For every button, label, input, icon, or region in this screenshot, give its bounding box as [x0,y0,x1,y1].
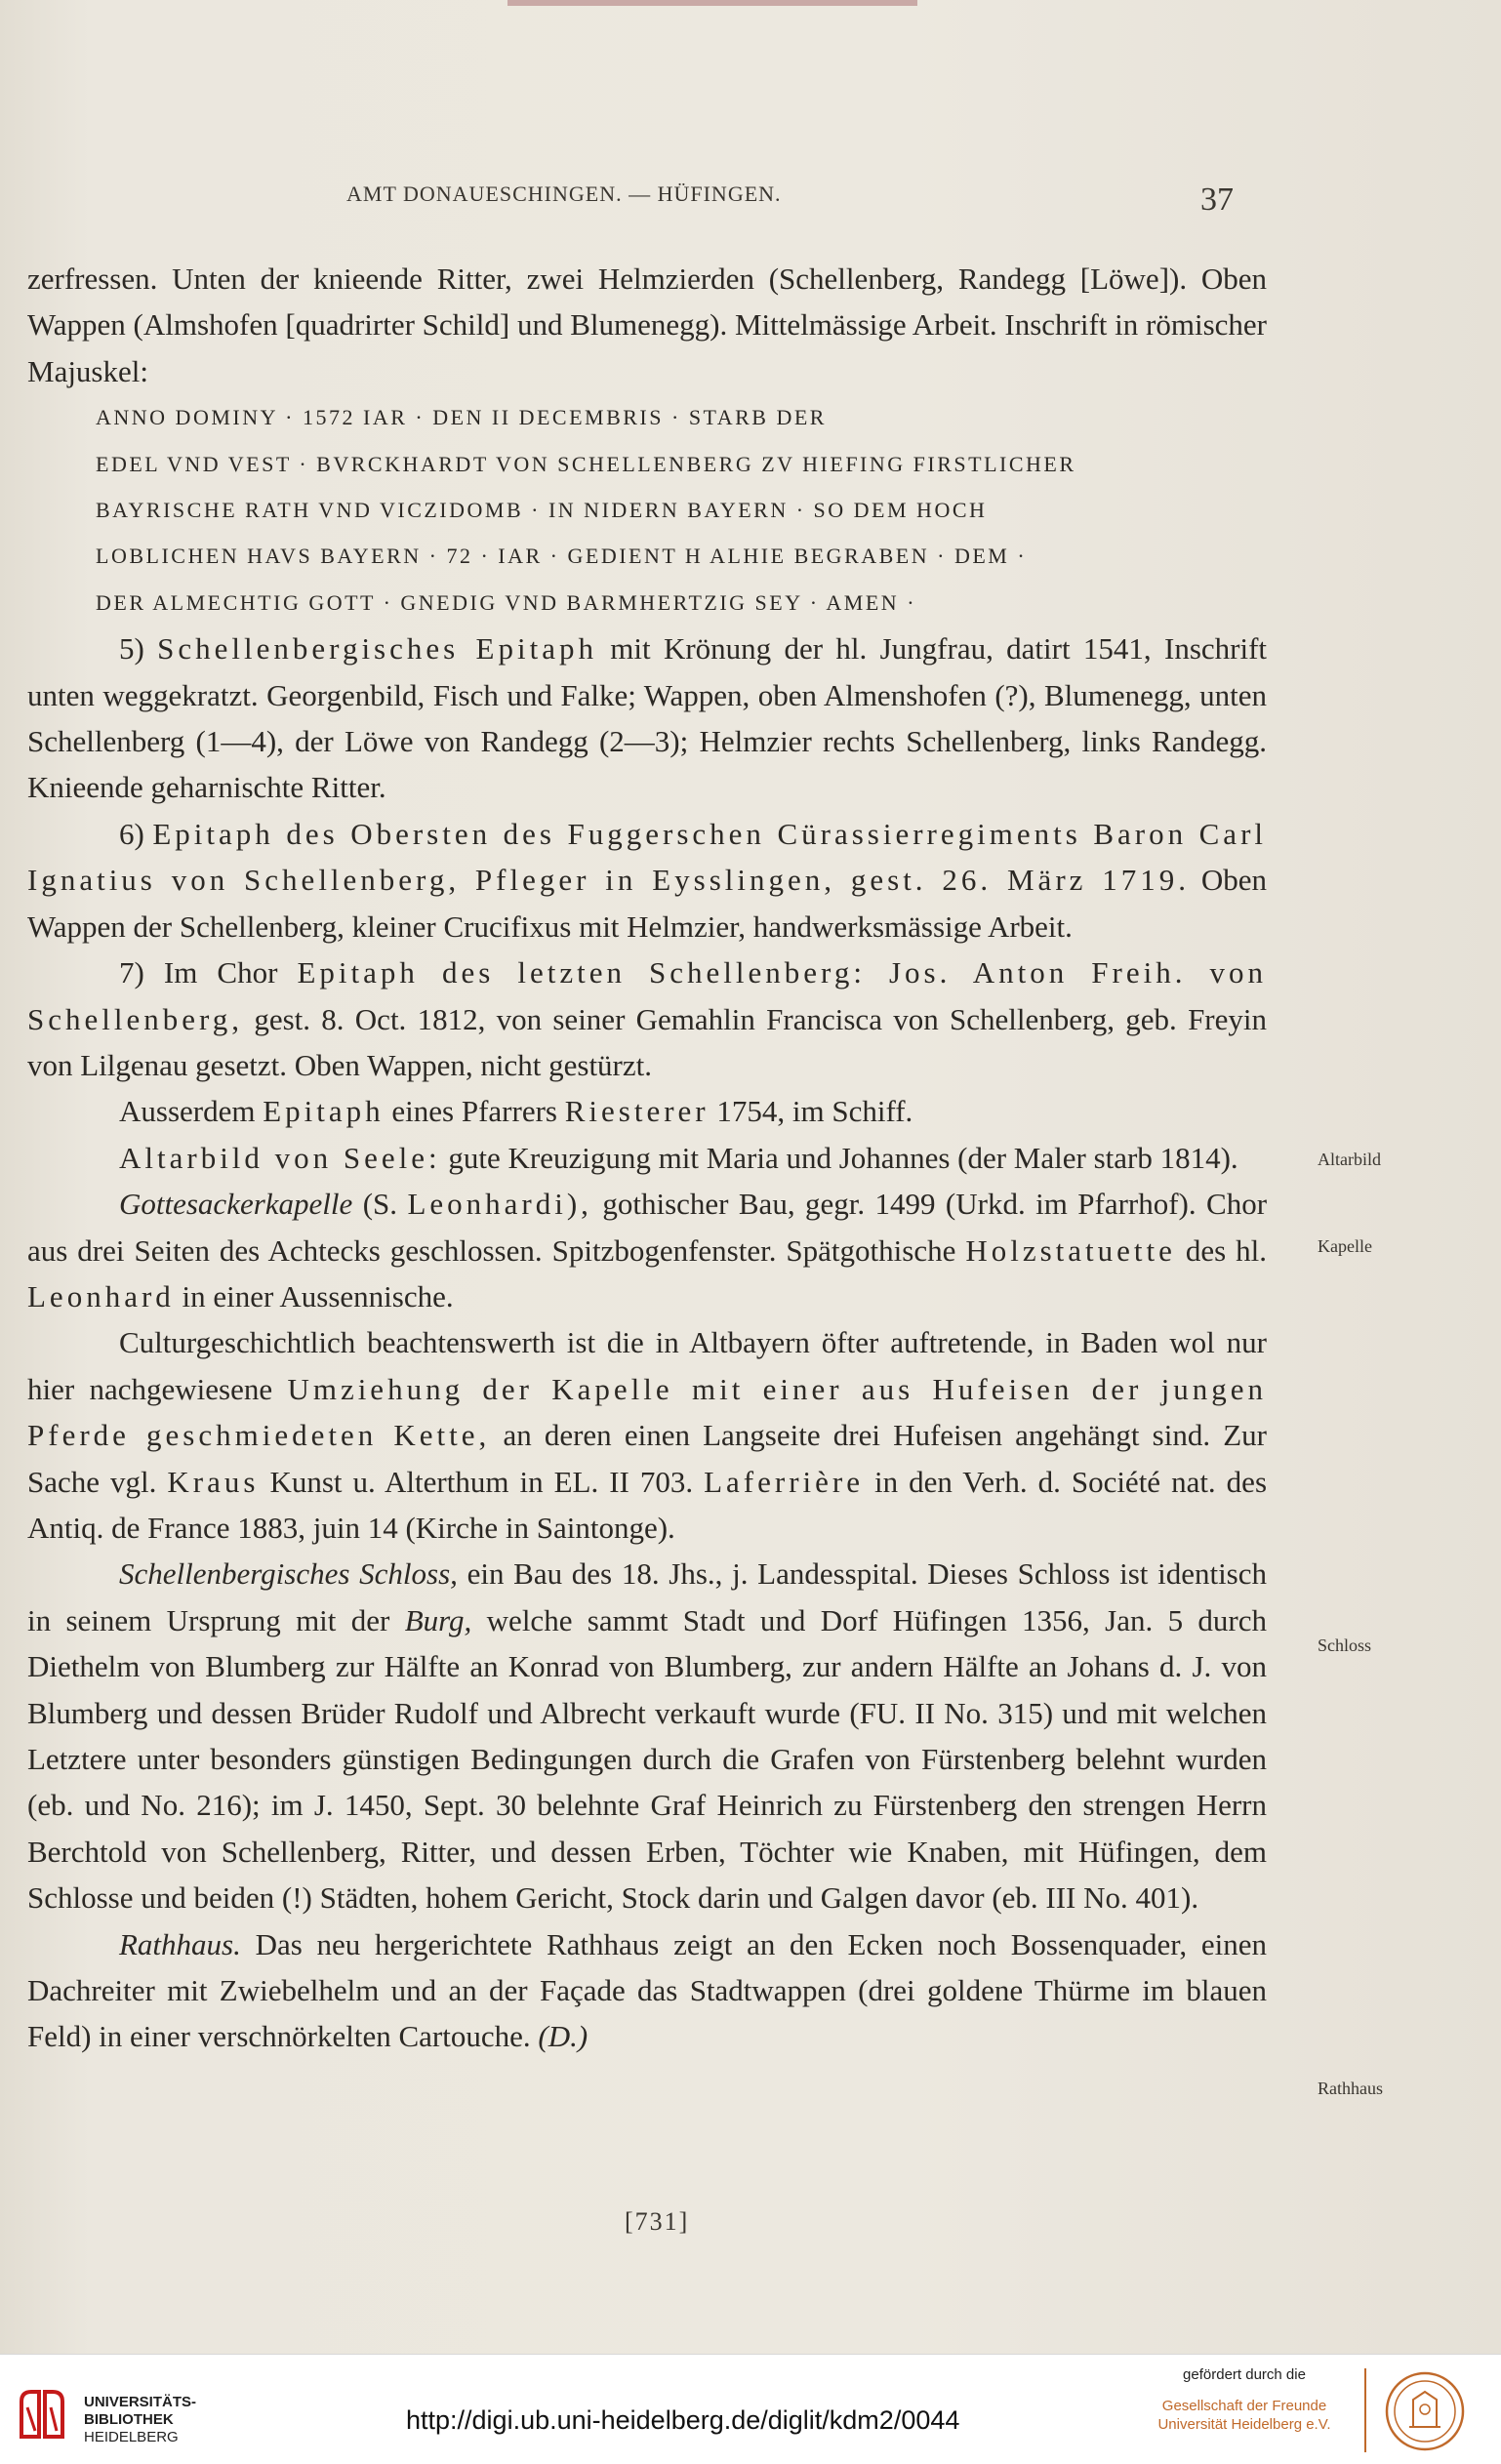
paragraph-text: welche sammt Stadt und Dorf Hüfingen 1356, Jan. 5 durch Diethelm von Blumberg zur Hälfte an Konrad von Blumberg, zur andern Hälfte an Johans d. J. von Blumberg und dessen Brüder Rudolf und Albrecht verkauft wurde (FU. II No. 315) und mit welchen Letztere unter besonders günstigen Bedingungen durch die Grafen von Fürstenberg belehnt wurden (eb. und No. 216); im J. 1450, Sept. 30 belehnte Graf Heinrich zu Fürstenberg den strengen Herrn Berchtold von Schellenberg, Ritter, und dessen Erben, Töchter wie Knaben, mit Hüfingen, dem Schlosse und beiden (!) Städten, hohem Gericht, Stock darin und Galgen davor (eb. III No. 401). [27,1602,1268,1916]
divider [1364,2368,1366,2452]
margin-note-schloss: Schloss [1318,1636,1372,1655]
margin-note-rathhaus: Rathhaus [1318,2079,1383,2098]
item-number: 5) [119,631,144,666]
italic-heading: Schellenbergisches Schloss, [119,1556,458,1592]
spaced-term: Kraus [167,1464,260,1499]
spaced-term: Altarbild von Seele: [119,1140,441,1175]
spaced-term: Leonhard [27,1278,175,1313]
library-name-line: HEIDELBERG [84,2429,179,2445]
paragraph-12 [27,1551,1267,1920]
paragraph-text: Culturgeschichtlich beachtenswerth ist die in Altbayern öfter auftretende, in Baden wol nur hier nachgewiesene [27,1325,1267,1406]
paragraph-text: gest. 8. Oct. 1812, von seiner Gemahlin Francisca von Schellenberg, geb. Freyin von Lilgenau gesetzt. Oben Wappen, nicht gestürzt. [27,1001,1268,1082]
page-number: 37 [1200,182,1234,218]
paragraph-text: in den Verh. d. Société nat. des Antiq. de France 1883, juin 14 (Kirche in Saintonge). [27,1464,1268,1545]
inscription-line: ANNO DOMINY · 1572 IAR · DEN II DECEMBRIS · STARB DER [96,405,827,430]
author-mark: (D.) [538,2019,588,2054]
paragraph-text: in einer Aussennische. [182,1278,454,1313]
sponsor-name-line: Universität Heidelberg e.V. [1157,2416,1331,2433]
spaced-term: Schellenbergisches Epitaph [157,631,597,666]
paragraph-text: 1754, im Schiff. [716,1094,913,1129]
university-seal-icon [1384,2370,1466,2452]
spaced-term: Laferrière [704,1464,864,1499]
inscription-line: BAYRISCHE RATH VND VICZIDOMB · IN NIDERN BAYERN · SO DEM HOCH [96,498,988,523]
spaced-term: Umziehung der Kapelle mit einer aus Hufeisen der jungen Pferde geschmiedeten Kette, [27,1371,1267,1453]
inscription-line: LOBLICHEN HAVS BAYERN · 72 · IAR · GEDIENT H ALHIE BEGRABEN · DEM · [96,544,1028,569]
paragraph-text: mit Krönung der hl. Jungfrau, datirt 1541, Inschrift unten weggekratzt. Georgenbild, Fisch und Falke; Wappen, oben Almenshofen (?), Blumenegg, unten Schellenberg (1—4), der Löwe von Randegg (2—3); Helmzier rechts Schellenberg, links Randegg. Knieende geharnischte Ritter. [27,631,1268,805]
spaced-term: Epitaph des Obersten des Fuggerschen Cürassierregiments Baron Carl Ignatius von Schellenberg, Pfleger in Eysslingen, gest. 26. März 1719. [27,816,1267,898]
italic-heading: Rathhaus. [119,1926,241,1961]
paragraph-text: ein Bau des 18. Jhs., j. Landesspital. Dieses Schloss ist identisch in seinem Ursprung mit der [27,1556,1267,1637]
sponsor-name-line: Gesellschaft der Freunde [1161,2398,1327,2414]
spaced-term: Epitaph des letzten Schellenberg: Jos. Anton Freih. von Schellenberg, [27,955,1268,1036]
inscription-line: EDEL VND VEST · BVRCKHARDT VON SCHELLENBERG ZV HIEFING FIRSTLICHER [96,451,1076,476]
margin-note-altarbild: Altarbild [1318,1150,1381,1169]
paragraph-text: Ausserdem [119,1094,256,1129]
spaced-term: Epitaph [263,1094,385,1129]
paragraph-13 [27,1921,1267,2060]
paragraph-text: Das neu hergerichtete Rathhaus zeigt an den Ecken noch Bossenquader, einen Dachreiter mit Zwiebelhelm und an der Façade das Stadtwappen (drei goldene Thürme im blauen Feld) in einer verschnörkelten Cartouche. [27,1926,1267,2054]
italic-term: Burg, [404,1602,472,1637]
page-edge-strip [507,0,917,6]
sponsor-intro: gefördert durch die [1183,2366,1306,2383]
permalink-url[interactable]: http://digi.ub.uni-heidelberg.de/diglit/kdm2/0044 [406,2405,960,2435]
paragraph-8 [27,1088,1267,1134]
library-name-line: BIBLIOTHEK [84,2411,174,2428]
item-number: 6) [119,816,144,851]
italic-heading: Gottesackerkapelle [119,1187,353,1222]
spaced-term: Riesterer [564,1094,710,1129]
paragraph-6 [27,811,1267,949]
paragraph-intro: zerfressen. Unten der knieende Ritter, zwei Helmzierden (Schellenberg, Randegg [Löwe]). Oben Wappen (Almshofen [quadrirter Schild] und Blumenegg). Mittelmässige Arbeit. Inschrift in römischer Majuskel: [27,262,1267,388]
paragraph-text: Oben Wappen der Schellenberg, kleiner Crucifixus mit Helmzier, handwerksmässige Arbeit. [27,863,1267,944]
paragraph-9 [27,1135,1267,1181]
library-name [84,2394,196,2446]
inscription-line: DER ALMECHTIG GOTT · GNEDIG VND BARMHERTZIG SEY · AMEN · [96,589,917,615]
footer-bar [0,2354,1501,2464]
paragraph-text: an deren einen Langseite drei Hufeisen angehängt sind. Zur Sache vgl. [27,1418,1267,1499]
paragraph-11 [27,1319,1267,1551]
paragraph-10 [27,1181,1267,1319]
spaced-term: Holzstatuette [965,1232,1176,1268]
paragraph-5 [27,626,1267,811]
running-header: AMT DONAUESCHINGEN. — HÜFINGEN. [346,182,782,206]
paragraph-text: Kunst u. Alterthum in EL. II 703. [269,1464,694,1499]
inscription-block [27,394,1267,626]
spaced-term: Leonhardi), [407,1187,592,1222]
paragraph-text: des hl. [1185,1232,1268,1268]
paragraph-text: eines Pfarrers [391,1094,557,1129]
sponsor-credit [1142,2366,1347,2434]
item-number: 7) [119,955,144,990]
sponsor-name[interactable] [1142,2397,1347,2434]
signature-mark: [731] [625,2207,690,2236]
paragraph-text: gute Kreuzigung mit Maria und Johannes (der Maler starb 1814). [448,1140,1238,1175]
body-text [27,256,1267,2060]
paragraph-text: gothischer Bau, gegr. 1499 (Urkd. im Pfarrhof). Chor aus drei Seiten des Achtecks geschlossen. Spitzbogenfenster. Spätgothische [27,1187,1268,1268]
margin-note-kapelle: Kapelle [1318,1236,1372,1256]
paragraph-text: Im Chor [163,955,278,990]
paragraph-7 [27,949,1267,1088]
library-name-line: UNIVERSITÄTS- [84,2394,197,2410]
university-library-logo-icon[interactable] [18,2388,66,2439]
paragraph-text: (S. [362,1187,398,1222]
